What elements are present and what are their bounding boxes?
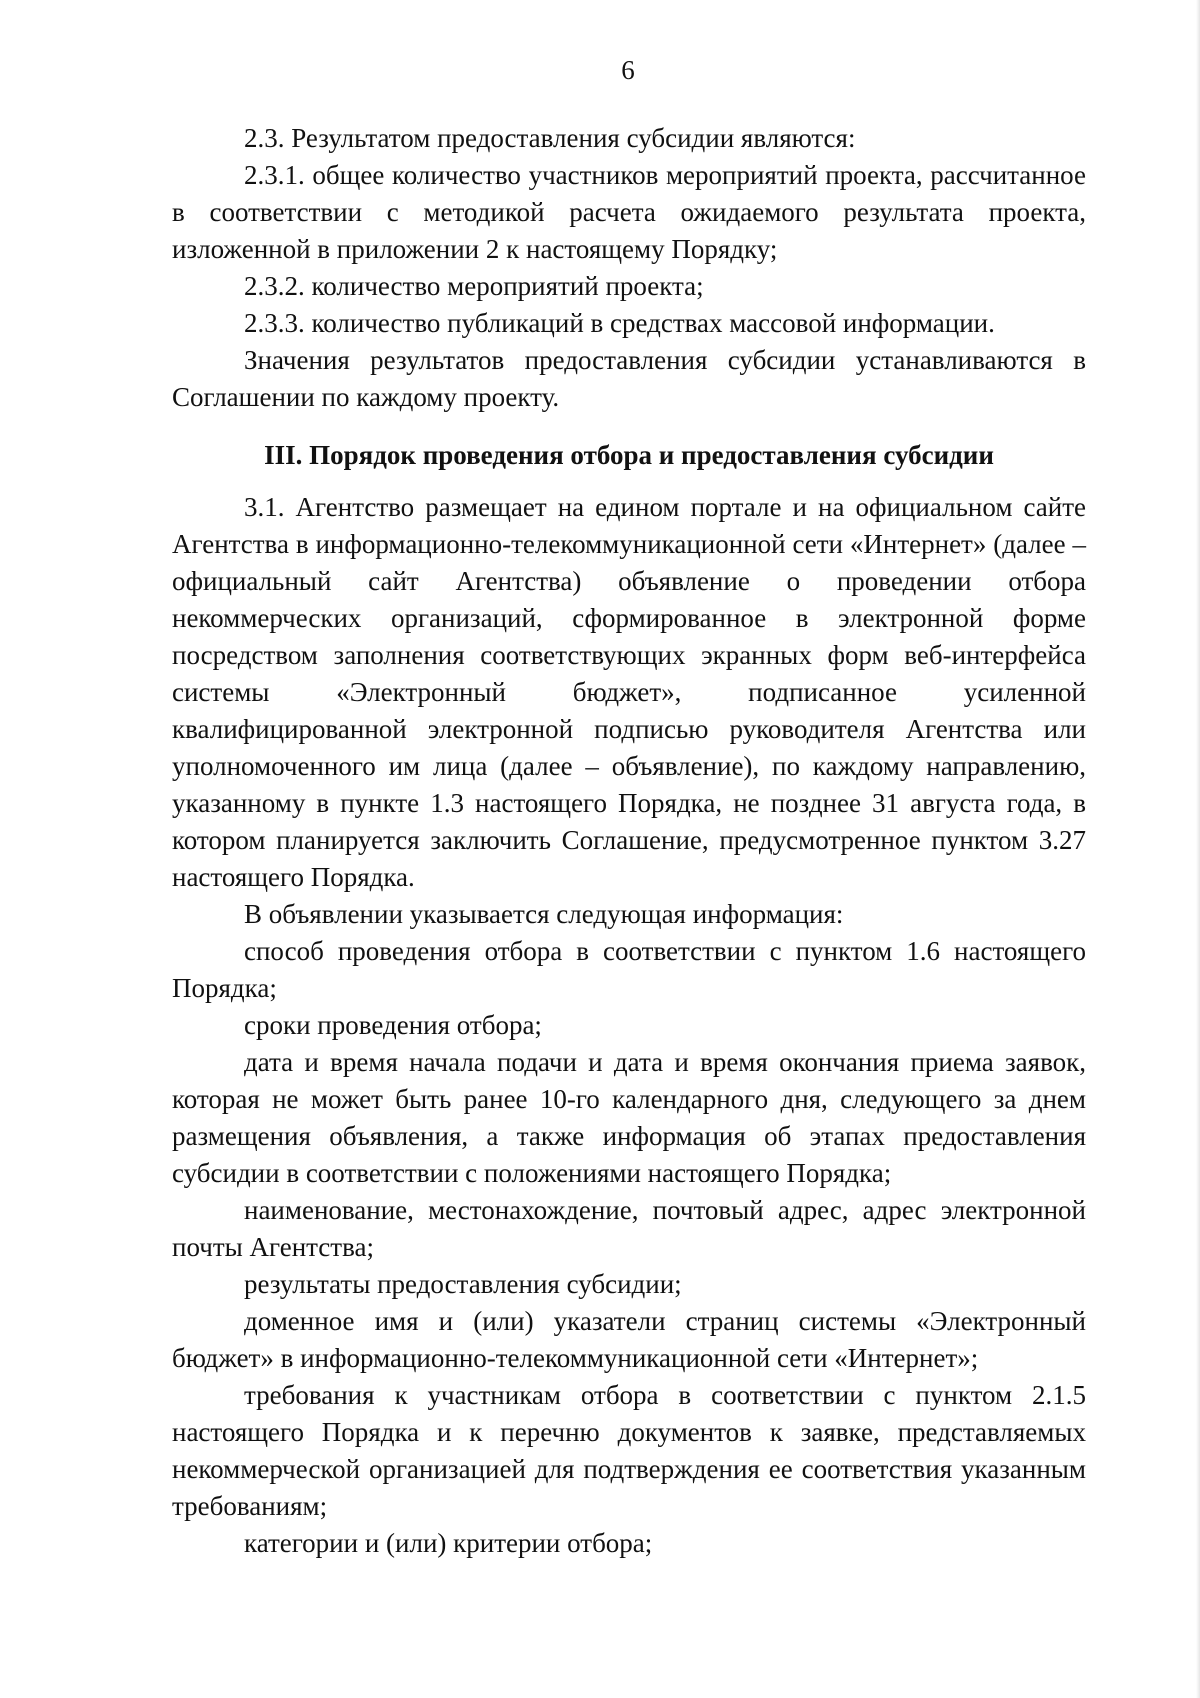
scan-edge-shadow	[1196, 0, 1200, 1698]
list-item-selection-criteria: категории и (или) критерии отбора;	[244, 1528, 653, 1558]
list-item-domain-name: доменное имя и (или) указатели страниц системы «Электронный бюджет» в информационно-телекоммуникационной сети «Интернет»;	[172, 1306, 1086, 1373]
paragraph-2-3-2: 2.3.2. количество мероприятий проекта;	[244, 271, 704, 301]
list-item-selection-dates: сроки проведения отбора;	[244, 1010, 542, 1040]
list-item-participant-requirements: требования к участникам отбора в соответствии с пунктом 2.1.5 настоящего Порядка и к перечню документов к заявке, представляемых некоммерческой организацией для подтверждения ее соответствия указанным требованиям;	[172, 1380, 1086, 1521]
page-number: 6	[621, 55, 635, 85]
section-heading: III. Порядок проведения отбора и предоставления субсидии	[264, 440, 994, 470]
paragraph-2-3-1: 2.3.1. общее количество участников мероприятий проекта, рассчитанное в соответствии с методикой расчета ожидаемого результата проекта, изложенной в приложении 2 к настоящему Порядку;	[172, 160, 1086, 264]
paragraph-2-3: 2.3. Результатом предоставления субсидии являются:	[244, 123, 856, 153]
list-item-agency-contacts: наименование, местонахождение, почтовый адрес, адрес электронной почты Агентства;	[172, 1195, 1086, 1262]
paragraph-3-1: 3.1. Агентство размещает на едином портале и на официальном сайте Агентства в информационно-телекоммуникационной сети «Интернет» (далее – официальный сайт Агентства) объявление о проведении отбора некоммерческих организаций, сформированное в электронной форме посредством заполнения соответствующих экранных форм веб-интерфейса системы «Электронный бюджет», подписанное усиленной квалифицированной электронной подписью руководителя Агентства или уполномоченного им лица (далее – объявление), по каждому направлению, указанному в пункте 1.3 настоящего Порядка, не позднее 31 августа года, в котором планируется заключить Соглашение, предусмотренное пунктом 3.27 настоящего Порядка.	[172, 492, 1086, 892]
paragraph-announcement-info: В объявлении указывается следующая информация:	[244, 899, 844, 929]
list-item-application-dates: дата и время начала подачи и дата и время окончания приема заявок, которая не может быть ранее 10-го календарного дня, следующего за днем размещения объявления, а также информация об этапах предоставления субсидии в соответствии с положениями настоящего Порядка;	[172, 1047, 1086, 1188]
document-body	[172, 120, 1086, 1562]
paragraph-result-values: Значения результатов предоставления субсидии устанавливаются в Соглашении по каждому проекту.	[172, 345, 1086, 412]
paragraph-2-3-3: 2.3.3. количество публикаций в средствах массовой информации.	[244, 308, 995, 338]
list-item-subsidy-results: результаты предоставления субсидии;	[244, 1269, 682, 1299]
list-item-selection-method: способ проведения отбора в соответствии с пунктом 1.6 настоящего Порядка;	[172, 936, 1086, 1003]
